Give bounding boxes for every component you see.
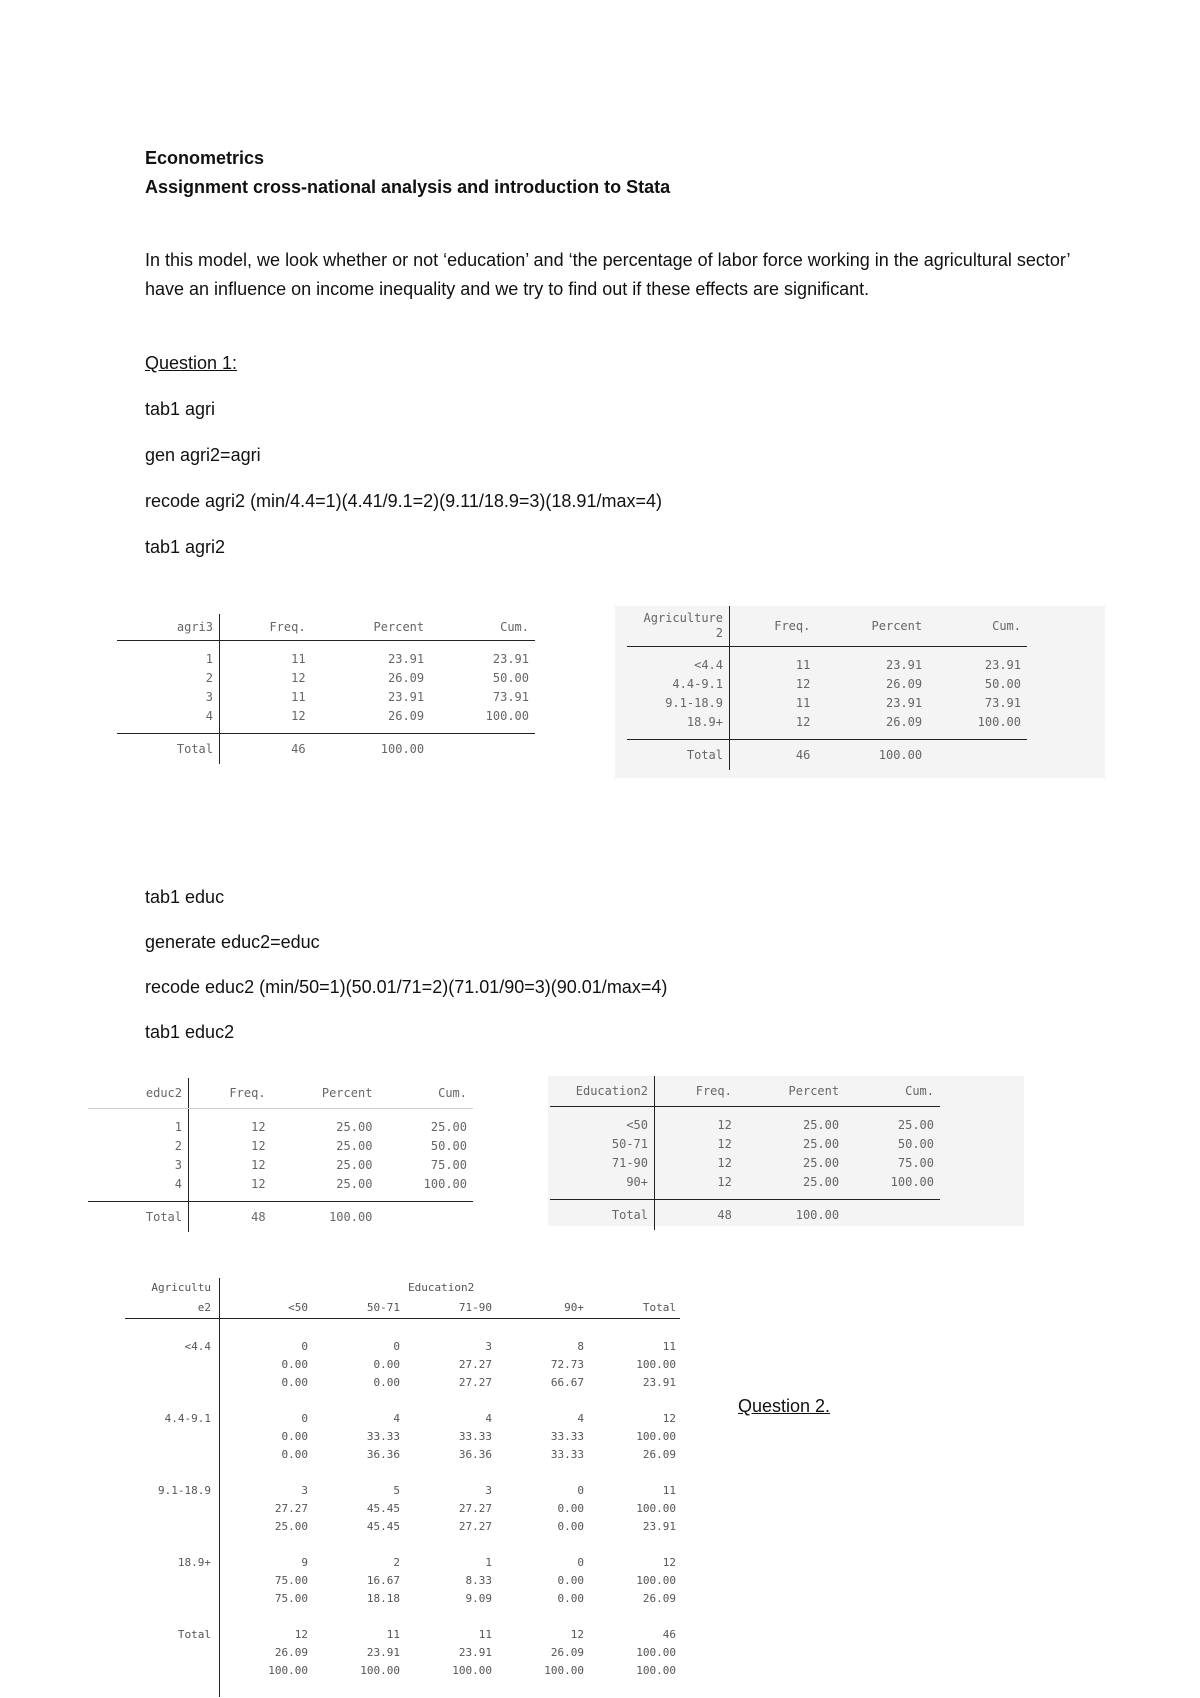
- crosstab-cell: 12: [294, 1627, 308, 1641]
- table-row: 2 12 26.09 50.00: [117, 668, 535, 687]
- crosstab-cell: 100.00: [452, 1663, 492, 1677]
- crosstab-cell: 12: [662, 1411, 676, 1425]
- crosstab-cell: 4: [577, 1411, 584, 1425]
- course-title: Econometrics: [145, 148, 265, 168]
- crosstab-cell: 0.00: [281, 1447, 308, 1461]
- table-row: 50-71 12 25.00 50.00: [550, 1134, 940, 1153]
- crosstab-cell: 100.00: [636, 1573, 676, 1587]
- percent-header: Percent: [272, 1078, 379, 1109]
- table-row: <4.4 11 23.91 23.91: [627, 655, 1027, 674]
- educ-labeled-frequency-table: [548, 1076, 1024, 1226]
- table-row: 1 11 23.91 23.91: [117, 649, 535, 668]
- crosstab-row: [125, 1661, 680, 1679]
- crosstab-row: [125, 1481, 680, 1499]
- crosstab-cell: 0: [301, 1411, 308, 1425]
- crosstab-cell: 0.00: [281, 1375, 308, 1389]
- crosstab-cell: 72.73: [550, 1357, 584, 1371]
- crosstab-cell: 0: [577, 1555, 584, 1569]
- crosstab-row: [125, 1571, 680, 1589]
- crosstab-cell: 0.00: [557, 1519, 584, 1533]
- table-total-row: Total 46 100.00: [627, 740, 1027, 771]
- cum-header: Cum.: [845, 1076, 940, 1107]
- agri-labeled-frequency-table: [615, 606, 1105, 778]
- crosstab-col-header: 90+: [496, 1296, 588, 1319]
- table-var-header: Agriculture 2: [627, 606, 730, 647]
- assignment-title: Assignment cross-national analysis and introduction to Stata: [145, 177, 671, 197]
- crosstab-row: [125, 1499, 680, 1517]
- crosstab-col-var: Education2: [408, 1280, 475, 1294]
- agri-command-4: tab1 agri2: [145, 537, 226, 557]
- crosstab-cell: 9.09: [465, 1591, 492, 1605]
- table-var-header: educ2: [88, 1078, 189, 1109]
- crosstab-cell: 45.45: [366, 1519, 400, 1533]
- crosstab-cell: 100.00: [636, 1357, 676, 1371]
- crosstab-row-label: <4.4: [125, 1337, 220, 1355]
- crosstab-cell: 4: [393, 1411, 400, 1425]
- educ-command-1: tab1 educ: [145, 887, 225, 907]
- crosstab-cell: 27.27: [458, 1519, 492, 1533]
- crosstab-cell: 12: [662, 1555, 676, 1569]
- agri-command-2: gen agri2=agri: [145, 445, 261, 465]
- crosstab-cell: 100.00: [636, 1501, 676, 1515]
- table-total-row: Total 48 100.00: [88, 1202, 473, 1233]
- crosstab-row: [125, 1625, 680, 1643]
- crosstab-cell: 23.91: [642, 1519, 676, 1533]
- crosstab-table: [125, 1278, 680, 1697]
- crosstab-cell: 8: [577, 1339, 584, 1353]
- crosstab-cell: 8.33: [465, 1573, 492, 1587]
- educ-command-4: tab1 educ2: [145, 1022, 235, 1042]
- freq-header: Freq.: [220, 614, 312, 641]
- table-row: 2 12 25.00 50.00: [88, 1136, 473, 1155]
- crosstab-cell: 45.45: [366, 1501, 400, 1515]
- intro-paragraph: In this model, we look whether or not ‘education’ and ‘the percentage of labor force working in the agricultural sector’ have an influence on income inequality and we try to find out if these effects are significant.: [145, 250, 1070, 299]
- table-row: 3 11 23.91 73.91: [117, 687, 535, 706]
- crosstab-cell: 100.00: [360, 1663, 400, 1677]
- cum-header: Cum.: [378, 1078, 473, 1109]
- crosstab-row-label: 18.9+: [125, 1553, 220, 1571]
- crosstab-cell: 66.67: [550, 1375, 584, 1389]
- crosstab-cell: 27.27: [274, 1501, 308, 1515]
- crosstab-cell: 27.27: [458, 1375, 492, 1389]
- crosstab-cell: 0.00: [281, 1357, 308, 1371]
- crosstab-cell: 33.33: [550, 1429, 584, 1443]
- crosstab-cell: 27.27: [458, 1357, 492, 1371]
- crosstab-cell: 100.00: [636, 1645, 676, 1659]
- crosstab-row-var-2: e2: [125, 1296, 220, 1319]
- percent-header: Percent: [738, 1076, 845, 1107]
- crosstab-cell: 26.09: [550, 1645, 584, 1659]
- crosstab-cell: 25.00: [274, 1519, 308, 1533]
- table-row: 4 12 26.09 100.00: [117, 706, 535, 725]
- crosstab-cell: 100.00: [268, 1663, 308, 1677]
- crosstab-cell: 3: [485, 1339, 492, 1353]
- crosstab-row: [125, 1553, 680, 1571]
- crosstab-cell: 2: [393, 1555, 400, 1569]
- crosstab-cell: 16.67: [366, 1573, 400, 1587]
- table-var-header: Education2: [550, 1076, 655, 1107]
- crosstab-row: [125, 1373, 680, 1391]
- crosstab-col-header: <50: [220, 1296, 313, 1319]
- percent-header: Percent: [816, 606, 928, 647]
- crosstab-cell: 33.33: [366, 1429, 400, 1443]
- crosstab-row: [125, 1355, 680, 1373]
- crosstab-cell: 46: [662, 1627, 676, 1641]
- crosstab-row: [125, 1589, 680, 1607]
- crosstab-row-label: 9.1-18.9: [125, 1481, 220, 1499]
- crosstab-cell: 0: [577, 1483, 584, 1497]
- crosstab-cell: 11: [386, 1627, 400, 1641]
- crosstab-cell: 0: [393, 1339, 400, 1353]
- cum-header: Cum.: [928, 606, 1027, 647]
- crosstab-col-header: 50-71: [312, 1296, 404, 1319]
- table-var-header: agri3: [117, 614, 220, 641]
- crosstab-row-var: Agricultu: [125, 1278, 220, 1296]
- crosstab-cell: 0.00: [373, 1357, 400, 1371]
- crosstab-row: [125, 1643, 680, 1661]
- crosstab-cell: 23.91: [458, 1645, 492, 1659]
- crosstab-cell: 23.91: [366, 1645, 400, 1659]
- table-row: 3 12 25.00 75.00: [88, 1155, 473, 1174]
- table-row: 18.9+ 12 26.09 100.00: [627, 712, 1027, 731]
- crosstab-cell: 18.18: [366, 1591, 400, 1605]
- agri-command-3: recode agri2 (min/4.4=1)(4.41/9.1=2)(9.11/18.9=3)(18.91/max=4): [145, 491, 662, 511]
- agri-frequency-table: [117, 614, 535, 764]
- crosstab-cell: 75.00: [274, 1591, 308, 1605]
- crosstab-cell: 100.00: [636, 1663, 676, 1677]
- table-row: 90+ 12 25.00 100.00: [550, 1172, 940, 1191]
- crosstab-cell: 26.09: [642, 1591, 676, 1605]
- crosstab-cell: 33.33: [458, 1429, 492, 1443]
- table-row: 1 12 25.00 25.00: [88, 1117, 473, 1136]
- crosstab-cell: 4: [485, 1411, 492, 1425]
- crosstab-cell: 11: [662, 1339, 676, 1353]
- table-row: 4 12 25.00 100.00: [88, 1174, 473, 1193]
- crosstab-cell: 33.33: [550, 1447, 584, 1461]
- table-total-row: Total 48 100.00: [550, 1200, 940, 1231]
- crosstab-cell: 0.00: [557, 1591, 584, 1605]
- crosstab-cell: 5: [393, 1483, 400, 1497]
- crosstab-row: [125, 1517, 680, 1535]
- crosstab-row-label: Total: [125, 1625, 220, 1643]
- crosstab-col-header: Total: [588, 1296, 680, 1319]
- crosstab-cell: 9: [301, 1555, 308, 1569]
- crosstab-cell: 23.91: [642, 1375, 676, 1389]
- crosstab-cell: 3: [485, 1483, 492, 1497]
- crosstab-row: [125, 1409, 680, 1427]
- table-row: 4.4-9.1 12 26.09 50.00: [627, 674, 1027, 693]
- crosstab-cell: 100.00: [544, 1663, 584, 1677]
- crosstab-cell: 0.00: [557, 1501, 584, 1515]
- crosstab-cell: 26.09: [274, 1645, 308, 1659]
- percent-header: Percent: [312, 614, 431, 641]
- crosstab-cell: 36.36: [458, 1447, 492, 1461]
- table-row: <50 12 25.00 25.00: [550, 1115, 940, 1134]
- crosstab-cell: 26.09: [642, 1447, 676, 1461]
- crosstab-cell: 0.00: [557, 1573, 584, 1587]
- crosstab-cell: 27.27: [458, 1501, 492, 1515]
- table-total-row: Total 46 100.00: [117, 734, 535, 765]
- crosstab-cell: 11: [662, 1483, 676, 1497]
- freq-header: Freq.: [730, 606, 817, 647]
- educ-command-2: generate educ2=educ: [145, 932, 320, 952]
- crosstab-cell: 11: [478, 1627, 492, 1641]
- crosstab-cell: 0.00: [373, 1375, 400, 1389]
- crosstab-cell: 36.36: [366, 1447, 400, 1461]
- question2-heading: Question 2.: [738, 1396, 831, 1416]
- crosstab-row-label: 4.4-9.1: [125, 1409, 220, 1427]
- table-row: 9.1-18.9 11 23.91 73.91: [627, 693, 1027, 712]
- cum-header: Cum.: [430, 614, 535, 641]
- crosstab-cell: 12: [570, 1627, 584, 1641]
- crosstab-cell: 1: [485, 1555, 492, 1569]
- crosstab-cell: 100.00: [636, 1429, 676, 1443]
- crosstab-row: [125, 1445, 680, 1463]
- freq-header: Freq.: [655, 1076, 738, 1107]
- agri-command-1: tab1 agri: [145, 399, 216, 419]
- crosstab-cell: 0: [301, 1339, 308, 1353]
- freq-header: Freq.: [189, 1078, 272, 1109]
- table-row: 71-90 12 25.00 75.00: [550, 1153, 940, 1172]
- question1-heading: Question 1:: [145, 353, 238, 373]
- crosstab-row: [125, 1427, 680, 1445]
- crosstab-cell: 0.00: [281, 1429, 308, 1443]
- crosstab-row: [125, 1337, 680, 1355]
- crosstab-cell: 75.00: [274, 1573, 308, 1587]
- crosstab-col-header: 71-90: [404, 1296, 496, 1319]
- educ-command-3: recode educ2 (min/50=1)(50.01/71=2)(71.01/90=3)(90.01/max=4): [145, 977, 668, 997]
- crosstab-cell: 3: [301, 1483, 308, 1497]
- educ-frequency-table: [88, 1078, 473, 1232]
